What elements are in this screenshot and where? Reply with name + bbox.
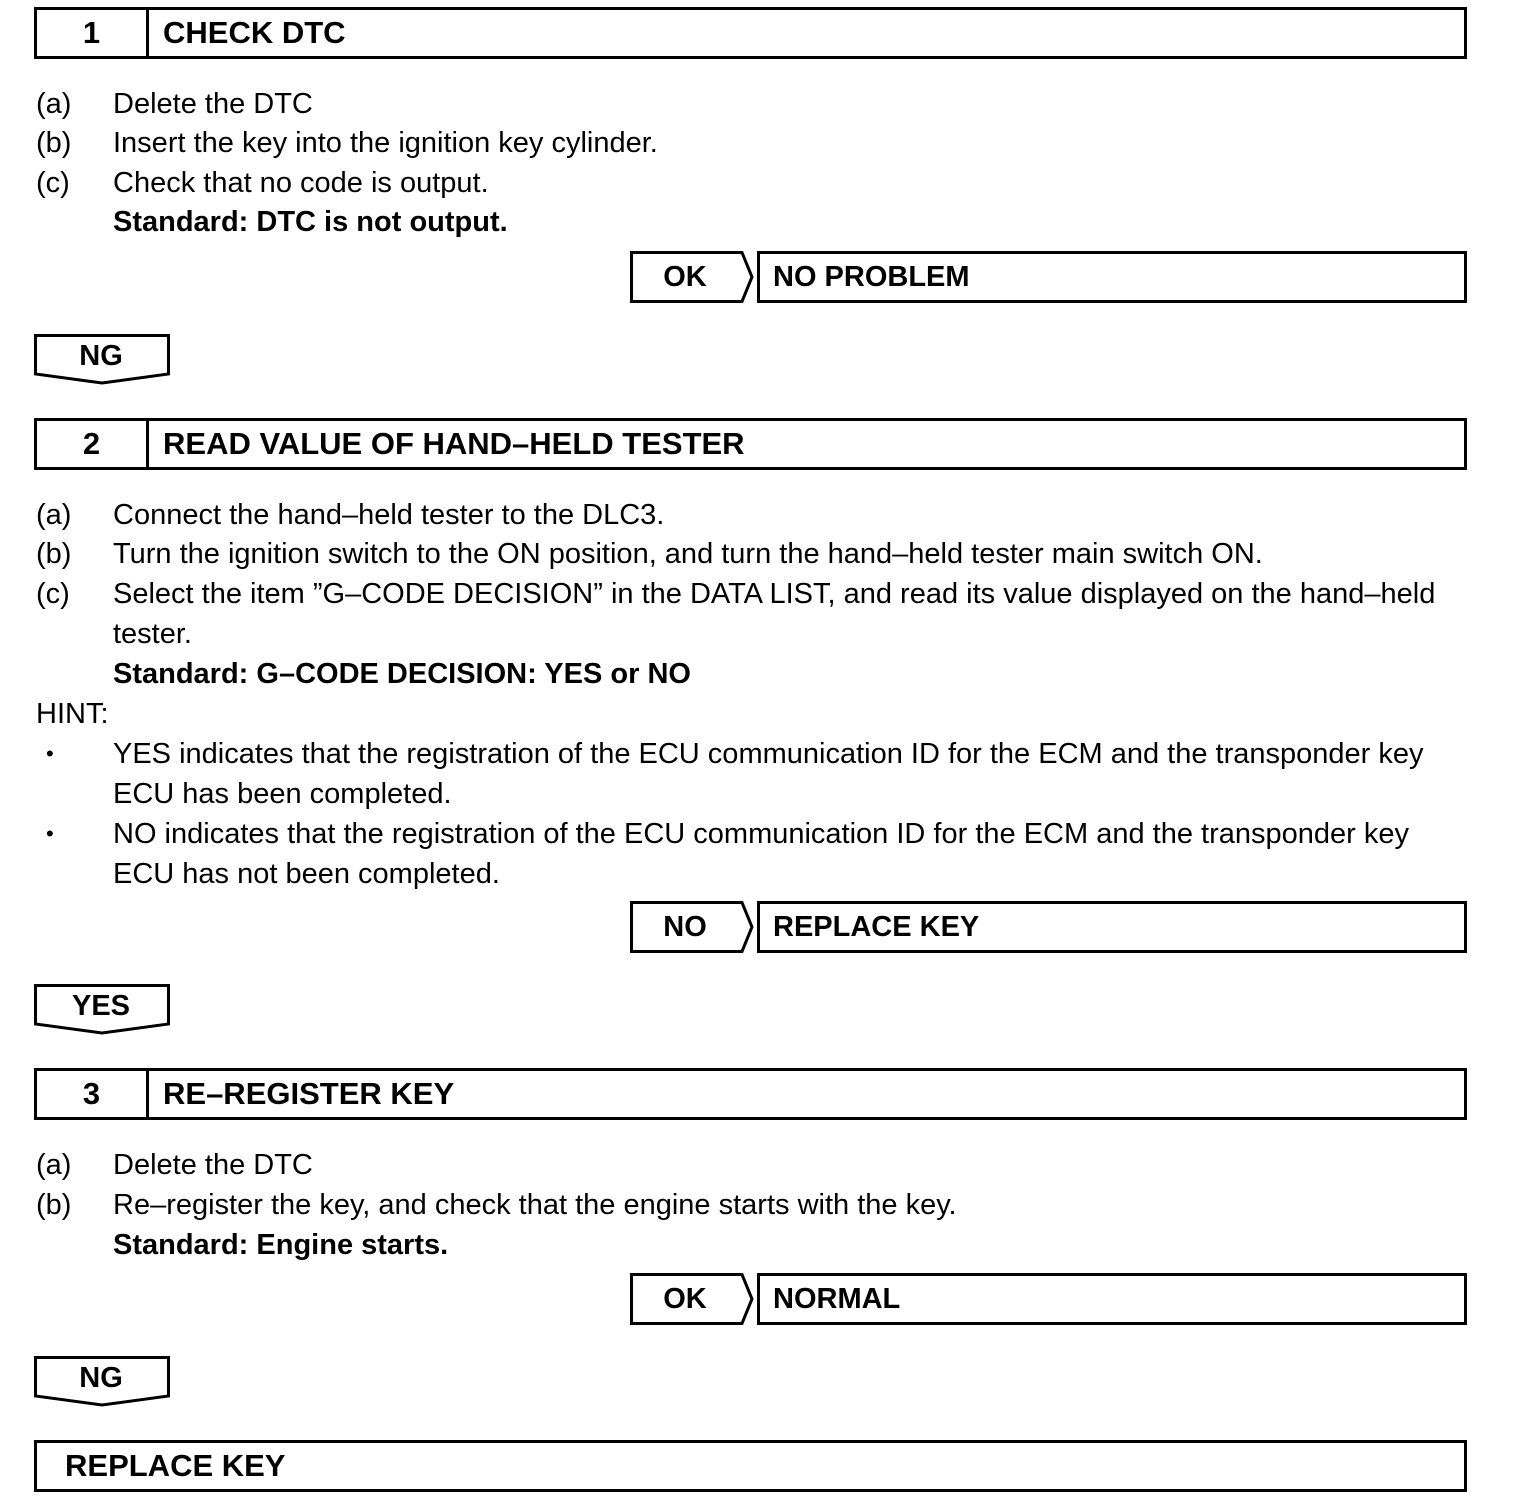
step-3-result-box: NORMAL bbox=[757, 1273, 1467, 1325]
hint-2-line-2: ECU has not been completed. bbox=[113, 858, 500, 890]
step-1-item-c-label: (c) bbox=[36, 167, 70, 199]
step-2-result-box: REPLACE KEY bbox=[757, 901, 1467, 953]
step-2-no-label: NO bbox=[663, 911, 707, 943]
hint-2-bullet: • bbox=[46, 821, 54, 846]
step-3-standard: Standard: Engine starts. bbox=[113, 1229, 449, 1261]
step-2-number: 2 bbox=[37, 421, 149, 467]
hint-1-bullet: • bbox=[46, 741, 54, 766]
step-2-title: READ VALUE OF HAND–HELD TESTER bbox=[163, 426, 745, 461]
step-3-number: 3 bbox=[37, 1071, 149, 1117]
step-2-item-a-label: (a) bbox=[36, 499, 72, 531]
hint-1-line-1: YES indicates that the registration of the ECU communication ID for the ECM and the transponder key bbox=[113, 738, 1424, 770]
step-1-ok-label: OK bbox=[663, 261, 707, 293]
hint-1-line-2: ECU has been completed. bbox=[113, 778, 452, 810]
step-1-item-c-text: Check that no code is output. bbox=[113, 167, 489, 199]
step-3-item-b-text: Re–register the key, and check that the engine starts with the key. bbox=[113, 1189, 957, 1221]
hint-2-line-1: NO indicates that the registration of the ECU communication ID for the ECM and the transponder key bbox=[113, 818, 1409, 850]
step-3-item-b-label: (b) bbox=[36, 1189, 72, 1221]
step-2-yes-tag bbox=[34, 984, 172, 1036]
step-1-header bbox=[34, 7, 1467, 59]
step-1-item-b-text: Insert the key into the ignition key cylinder. bbox=[113, 127, 658, 159]
step-3-ng-label: NG bbox=[79, 1362, 123, 1394]
step-1-number: 1 bbox=[37, 10, 149, 56]
step-2-item-b-text: Turn the ignition switch to the ON position, and turn the hand–held tester main switch ON. bbox=[113, 538, 1263, 570]
step-2-item-a-text: Connect the hand–held tester to the DLC3. bbox=[113, 499, 665, 531]
step-2-yes-label: YES bbox=[71, 990, 131, 1022]
step-2-standard: Standard: G–CODE DECISION: YES or NO bbox=[113, 658, 691, 690]
step-2-item-c-label: (c) bbox=[36, 578, 70, 610]
step-1-item-b-label: (b) bbox=[36, 127, 72, 159]
step-2-no-tag bbox=[630, 901, 754, 953]
step-3-item-a-label: (a) bbox=[36, 1149, 72, 1181]
step-1-ok-tag bbox=[630, 251, 754, 303]
step-1-standard: Standard: DTC is not output. bbox=[113, 206, 508, 238]
step-3-title: RE–REGISTER KEY bbox=[163, 1076, 455, 1111]
step-3-header bbox=[34, 1068, 1467, 1120]
step-2-item-c-text: Select the item ”G–CODE DECISION” in the DATA LIST, and read its value displayed on the hand–held bbox=[113, 578, 1436, 610]
step-2-header bbox=[34, 418, 1467, 470]
step-1-item-a-text: Delete the DTC bbox=[113, 88, 313, 120]
step-2-item-c-text-cont: tester. bbox=[113, 618, 192, 650]
step-2-item-b-label: (b) bbox=[36, 538, 72, 570]
step-3-item-a-text: Delete the DTC bbox=[113, 1149, 313, 1181]
step-3-ok-label: OK bbox=[663, 1283, 707, 1315]
final-action-box: REPLACE KEY bbox=[34, 1440, 1467, 1492]
step-1-ng-tag bbox=[34, 334, 172, 386]
step-1-ng-label: NG bbox=[79, 340, 123, 372]
step-2-hint-label: HINT: bbox=[36, 698, 109, 730]
step-3-ok-tag bbox=[630, 1273, 754, 1325]
step-3-ng-tag bbox=[34, 1356, 172, 1408]
step-1-result-box: NO PROBLEM bbox=[757, 251, 1467, 303]
step-1-item-a-label: (a) bbox=[36, 88, 72, 120]
step-1-title: CHECK DTC bbox=[163, 15, 346, 50]
